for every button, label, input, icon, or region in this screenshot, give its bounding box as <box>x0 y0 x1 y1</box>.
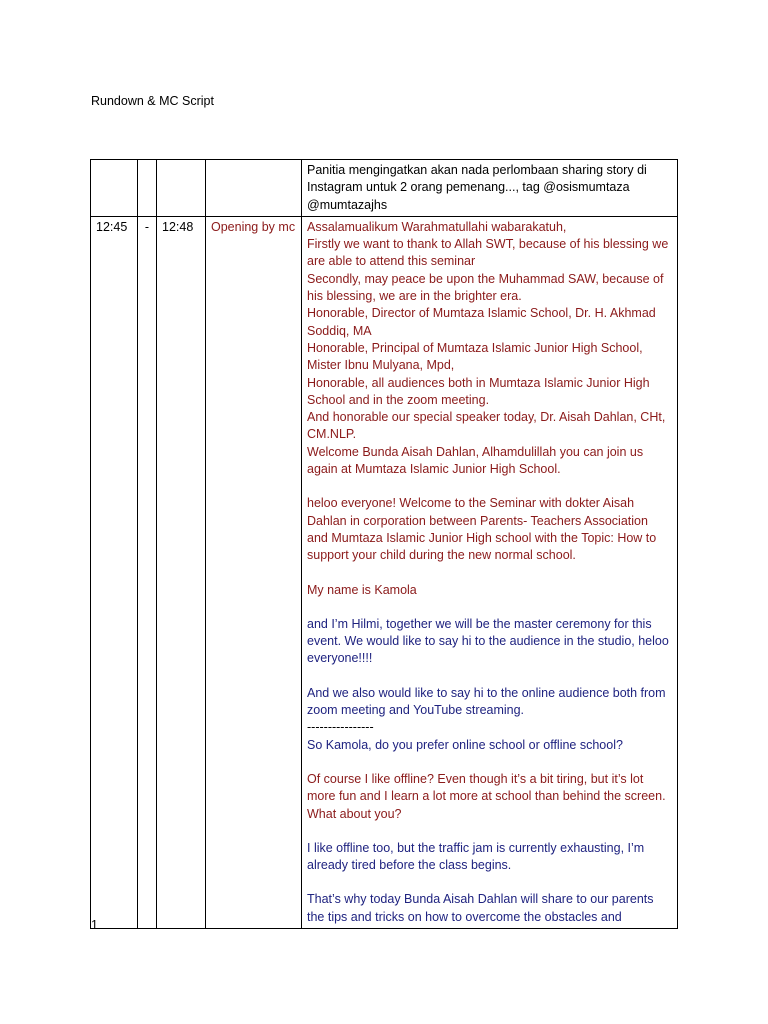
script-line-hilmi: And we also would like to say hi to the online audience both from zoom meeting and YouTube streaming. <box>307 685 666 718</box>
end-time-cell <box>157 160 206 217</box>
page-number: 1 <box>91 918 98 932</box>
script-line-kamola: heloo everyone! Welcome to the Seminar with dokter Aisah Dahlan in corporation between Parents- Teachers Association and Mumtaza Islamic Junior High school with the Topic: How to support your child during the new normal school. <box>307 496 657 563</box>
page-title: Rundown & MC Script <box>91 94 214 108</box>
start-time-cell <box>91 160 138 217</box>
script-line-kamola: Honorable, all audiences both in Mumtaza Islamic Junior High School and in the zoom meeting. <box>307 375 650 407</box>
script-line-kamola: Secondly, may peace be upon the Muhammad SAW, because of his blessing, we are in the brighter era. <box>307 271 664 304</box>
paragraph-gap <box>307 565 672 582</box>
committee-note: Panitia mengingatkan akan nada perlombaan sharing story di Instagram untuk 2 orang pemenang..., tag @osismumtaza @mumtazajhs <box>302 160 678 217</box>
end-time-cell: 12:48 <box>157 216 206 928</box>
script-line-kamola: My name is Kamola <box>307 582 417 597</box>
activity-cell <box>206 160 302 217</box>
script-line-hilmi: So Kamola, do you prefer online school or offline school? <box>307 737 623 752</box>
script-line-kamola: Welcome Bunda Aisah Dahlan, Alhamdulillah you can join us again at Mumtaza Islamic Junior High School. <box>307 444 644 477</box>
activity-cell: Opening by mc <box>206 216 302 928</box>
paragraph-gap <box>307 478 672 495</box>
script-line-plain: ---------------- <box>307 720 374 735</box>
mc-script-cell <box>302 216 678 928</box>
table-row <box>91 160 678 217</box>
script-line-hilmi: That’s why today Bunda Aisah Dahlan will share to our parents the tips and tricks on how to overcome the obstacles and <box>307 892 654 924</box>
table-row <box>91 216 678 928</box>
script-line-hilmi: and I’m Hilmi, together we will be the master ceremony for this event. We would like to say hi to the audience in the studio, heloo everyone!!!! <box>307 616 669 666</box>
paragraph-gap <box>307 668 672 685</box>
script-line-hilmi: I like offline too, but the traffic jam is currently exhausting, I’m already tired before the class begins. <box>307 840 645 873</box>
paragraph-gap <box>307 754 672 771</box>
start-time-cell: 12:45 <box>91 216 138 928</box>
script-line-kamola: Of course I like offline? Even though it’s a bit tiring, but it’s lot more fun and I learn a lot more at school than behind the screen. What about you? <box>307 771 666 821</box>
script-line-kamola: Firstly we want to thank to Allah SWT, because of his blessing we are able to attend this seminar <box>307 237 669 269</box>
paragraph-gap <box>307 823 672 840</box>
script-line-kamola: And honorable our special speaker today, Dr. Aisah Dahlan, CHt, CM.NLP. <box>307 410 666 442</box>
paragraph-gap <box>307 874 672 891</box>
rundown-table <box>90 159 678 929</box>
mc-script-body <box>307 219 672 926</box>
paragraph-gap <box>307 599 672 616</box>
dash-cell <box>138 160 157 217</box>
script-line-kamola: Assalamualikum Warahmatullahi wabarakatuh, <box>307 219 567 234</box>
dash-cell: - <box>138 216 157 928</box>
script-line-kamola: Honorable, Principal of Mumtaza Islamic Junior High School, Mister Ibnu Mulyana, Mpd, <box>307 340 643 373</box>
script-line-kamola: Honorable, Director of Mumtaza Islamic School, Dr. H. Akhmad Soddiq, MA <box>307 306 656 338</box>
